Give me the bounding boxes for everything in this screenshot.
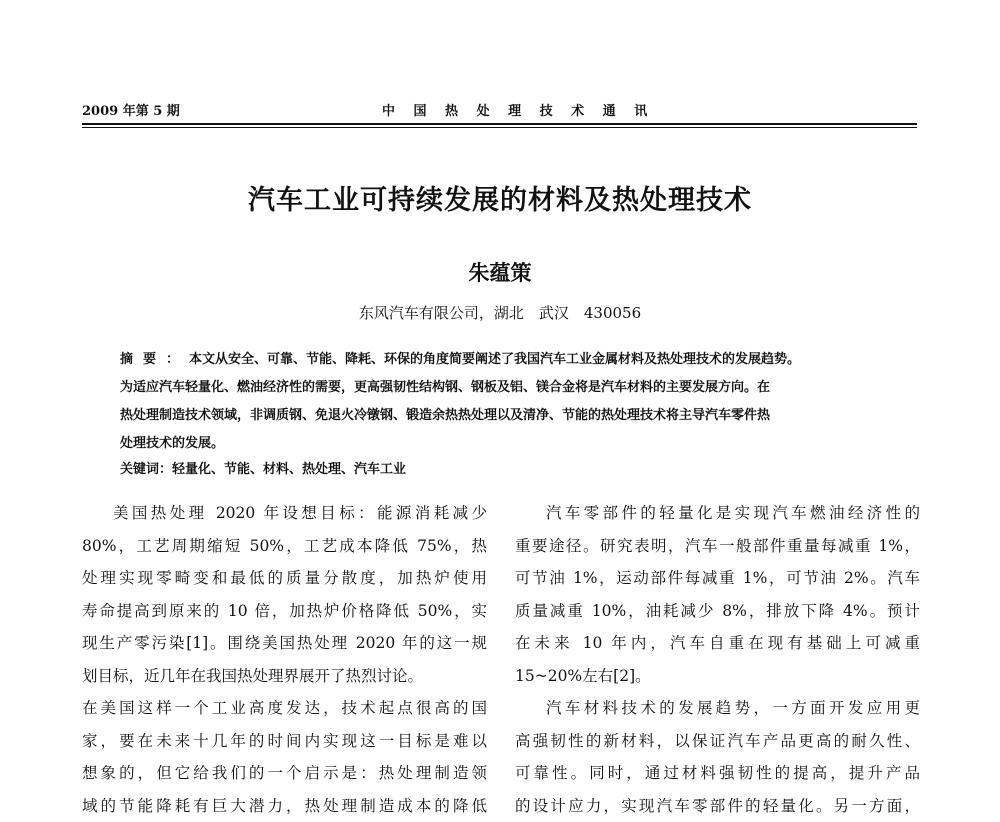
- issue-number: 2009 年第 5 期: [82, 100, 180, 119]
- body-line: 划目标，近几年在我国热处理界展开了热烈讨论。: [82, 660, 487, 693]
- header-rule-thick: [82, 123, 917, 125]
- body-line: 15~20%左右[2]。: [515, 660, 920, 693]
- body-line: 高强韧性的新材料，以保证汽车产品更高的耐久性、: [515, 725, 920, 758]
- running-header: [82, 100, 917, 124]
- body-line: 汽车材料技术的发展趋势，一方面开发应用更: [515, 692, 920, 725]
- abstract-line: 为适应汽车轻量化、燃油经济性的需要，更高强韧性结构钢、钢板及铝、镁合金将是汽车材料的主要发展方向。在: [120, 374, 890, 402]
- body-line: 域的节能降耗有巨大潜力，热处理制造成本的降低: [82, 790, 487, 822]
- abstract-line: 热处理制造技术领域，非调质钢、免退火冷镦钢、锻造余热热处理以及清净、节能的热处理技术将主导汽车零件热: [120, 402, 890, 430]
- body-column-left: [82, 497, 487, 822]
- body-line: 在美国这样一个工业高度发达，技术起点很高的国: [82, 692, 487, 725]
- keywords: [120, 456, 890, 484]
- abstract-label: 摘要：: [120, 352, 189, 367]
- body-column-right: [515, 497, 920, 822]
- body-line: 在未来 10 年内，汽车自重在现有基础上可减重: [515, 627, 920, 660]
- article-title: 汽车工业可持续发展的材料及热处理技术: [0, 178, 1000, 217]
- body-line: 汽车零部件的轻量化是实现汽车燃油经济性的: [515, 497, 920, 530]
- body-line: 寿命提高到原来的 10 倍，加热炉价格降低 50%，实: [82, 595, 487, 628]
- abstract: [120, 346, 890, 458]
- body-line: 可靠性。同时，通过材料强韧性的提高，提升产品: [515, 757, 920, 790]
- body-line: 家，要在未来十几年的时间内实现这一目标是难以: [82, 725, 487, 758]
- body-line: 现生产零污染[1]。围绕美国热处理 2020 年的这一规: [82, 627, 487, 660]
- keywords-text: 轻量化、节能、材料、热处理、汽车工业: [172, 462, 406, 477]
- header-rule-thin: [82, 127, 917, 128]
- abstract-line: [120, 346, 890, 374]
- body-line: 重要途径。研究表明，汽车一般部件重量每减重 1%，: [515, 530, 920, 563]
- keywords-label: 关键词：: [120, 462, 172, 477]
- body-line: 可节油 1%，运动部件每减重 1%，可节油 2%。汽车: [515, 562, 920, 595]
- abstract-text: 本文从安全、可靠、节能、降耗、环保的角度简要阐述了我国汽车工业金属材料及热处理技术的发展趋势。: [189, 352, 800, 367]
- body-line: 处理实现零畸变和最低的质量分散度，加热炉使用: [82, 562, 487, 595]
- author-name: 朱蕴策: [0, 257, 1000, 287]
- body-line: 的设计应力，实现汽车零部件的轻量化。另一方面，: [515, 790, 920, 822]
- body-line: 80%，工艺周期缩短 50%，工艺成本降低 75%，热: [82, 530, 487, 563]
- body-line: 质量减重 10%，油耗减少 8%，排放下降 4%。预计: [515, 595, 920, 628]
- body-line: 美国热处理 2020 年设想目标：能源消耗减少: [82, 497, 487, 530]
- journal-name: 中 国 热 处 理 技 术 通 讯: [382, 100, 654, 119]
- abstract-line: 处理技术的发展。: [120, 430, 890, 458]
- author-affiliation: 东风汽车有限公司，湖北 武汉 430056: [0, 302, 1000, 323]
- body-line: 想象的，但它给我们的一个启示是：热处理制造领: [82, 757, 487, 790]
